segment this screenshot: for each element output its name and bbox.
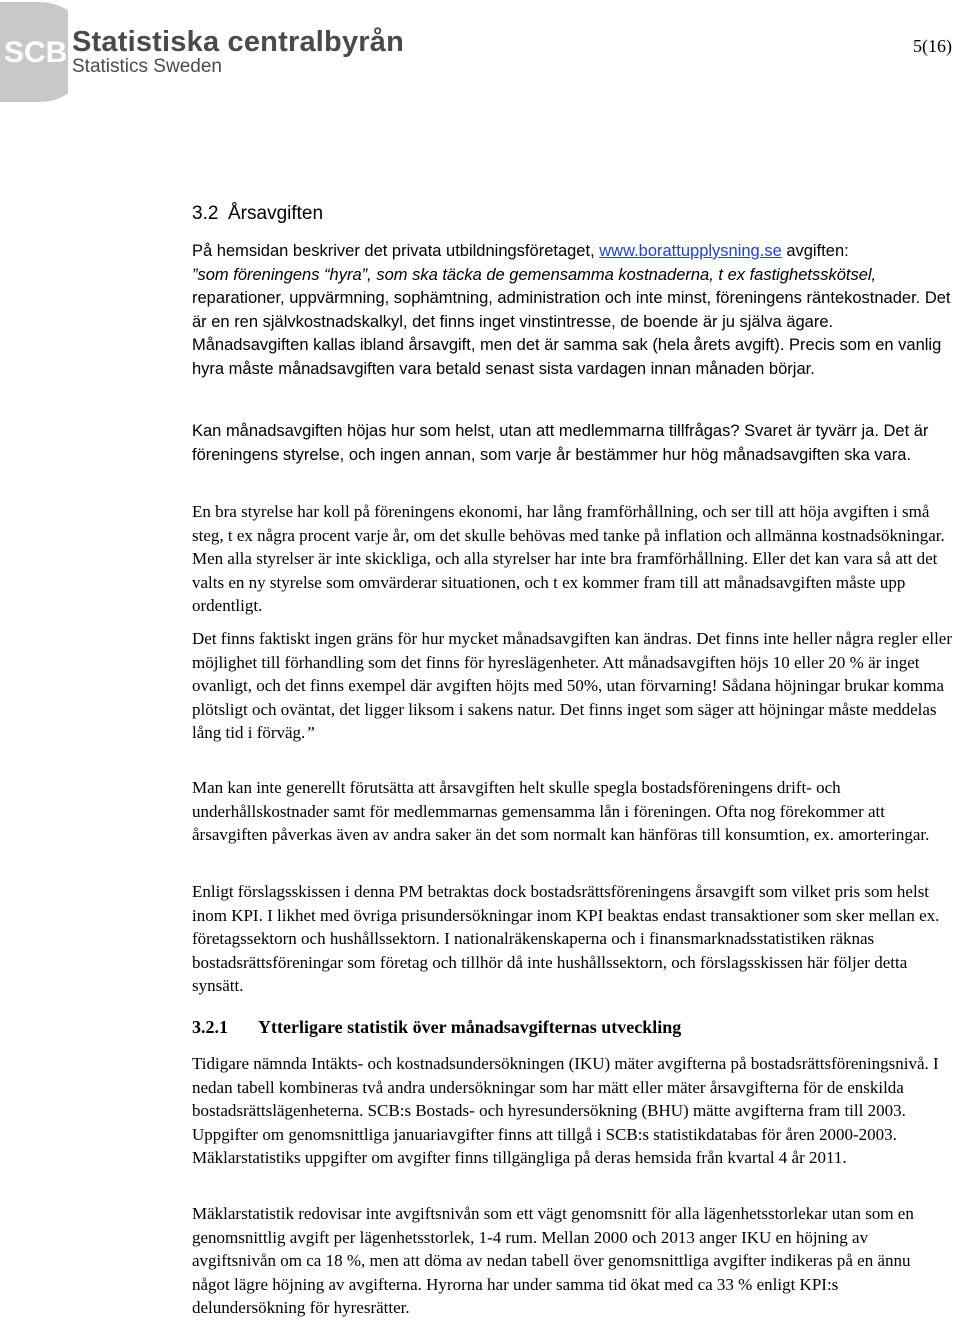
org-name-en: Statistics Sweden (72, 56, 222, 77)
scb-logo-mark (0, 2, 68, 102)
subsection-number: 3.2.1 (192, 1017, 228, 1037)
org-name: Statistiska centralbyrån (72, 26, 404, 58)
logo-mark-text: SCB (4, 36, 68, 69)
paragraph-4-text: Det finns faktiskt ingen gräns för hur mycket månadsavgiften kan ändras. Det finns inte heller några regler eller möjlighet till förhandling som det finns för hyreslägenheter. Att månadsavgiften höjs 10 eller 20 % är inget ovanligt, och det finns exempel där avgiften höjts med 50%, utan förvarning! Sådana höjningar brukar komma plötsligt och oväntat, det ligger liksom i sakens natur. Det finns inget som säger att höjningar måste meddelas lång tid i förväg. (192, 629, 953, 742)
paragraph-3: En bra styrelse har koll på föreningens ekonomi, har lång framförhållning, och ser till att höja avgiften i små steg, t ex några procent varje år, om det skulle behövas med tanke på inflation och allmänna kostnadsökningar. Men alla styrelser är inte skickliga, och alla styrelser har inte bra framförhållning. Eller det kan vara så att det valts en ny styrelse som omvärderar situationen, och t ex kommer fram till att månadsavgiften måste upp ordentligt. (192, 502, 945, 615)
subsection-title: Ytterligare statistik över månadsavgifternas utveckling (258, 1017, 682, 1037)
subsection-paragraph-2: Mäklarstatistik redovisar inte avgiftsnivån som ett vägt genomsnitt för alla lägenhetsstorlekar utan som en genomsnittlig avgift per lägenhetsstorlek, 1-4 rum. Mellan 2000 och 2013 anger IKU en höjning av avgiftsnivån om ca 18 %, men att döma av nedan tabell över genomsnittliga avgifter indikeras på en ännu något lägre höjning av avgifterna. Hyrorna har under samma tid ökat med ca 33 % enligt KPI:s delundersökning för hyresrätter. (192, 1204, 914, 1317)
section-number: 3.2 (192, 203, 219, 224)
paragraph-quote-italic: ”som föreningens “hyra”, som ska täcka de gemensamma kostnaderna, t ex fastighetsskötsel, (192, 265, 877, 284)
section-heading (192, 203, 323, 225)
section-title: Årsavgiften (228, 203, 324, 224)
borattupplysning-link[interactable]: www.borattupplysning.se (599, 242, 782, 260)
page-number: 5(16) (913, 36, 952, 56)
paragraph-quote-intro: På hemsidan beskriver det privata utbildningsföretaget, (192, 242, 600, 260)
paragraph-4 (192, 627, 952, 745)
subsection-paragraph-1: Tidigare nämnda Intäkts- och kostnadsundersökningen (IKU) mäter avgifterna på bostadsrättsföreningsnivå. I nedan tabell kombineras två andra undersökningar som har mätt eller mäter årsavgifterna för de enskilda bostadsrättslägenheterna. SCB:s Bostads- och hyresundersökning (BHU) mätte avgifterna fram till 2003. Uppgifter om genomsnittliga januariavgifter finns att tillgå i SCB:s statistikdatabas för åren 2000-2003. Mäklarstatistiks uppgifter om avgifter finns tillgängliga på deras hemsida från kvartal 4 år 2011. (192, 1054, 939, 1167)
paragraph-quote-rest: reparationer, uppvärmning, sophämtning, administration och inte minst, föreningens räntekostnader. Det är en ren självkostnadskalkyl, det finns inget vinstintresse, de boende är ju själva ägare. Månadsavgiften kallas ibland årsavgift, men det är samma sak (hela årets avgift). Precis som en vanlig hyra måste månadsavgiften vara betald senast sista vardagen innan månaden börjar. (192, 289, 951, 378)
paragraph-2: Kan månadsavgiften höjas hur som helst, utan att medlemmarna tillfrågas? Svaret är tyvärr ja. Det är föreningens styrelse, och ingen annan, som varje år bestämmer hur hög månadsavgiften ska vara. (192, 422, 929, 464)
paragraph-quote (192, 240, 952, 381)
subsection-heading (192, 1017, 681, 1038)
paragraph-5: Man kan inte generellt förutsätta att årsavgiften helt skulle spegla bostadsföreningens drift- och underhållskostnader samt för medlemmarnas gemensamma lån i föreningen. Ofta nog förekommer att årsavgiften påverkas även av andra saker än det som normalt kan hänföras till konsumtion, ex. amorteringar. (192, 778, 930, 844)
paragraph-4-close-quote: ” (305, 723, 315, 742)
scb-logo (0, 0, 420, 105)
paragraph-quote-intro-end: avgiften: (781, 242, 849, 260)
paragraph-6: Enligt förslagsskissen i denna PM betraktas dock bostadsrättsföreningens årsavgift som vilket pris som helst inom KPI. I likhet med övriga prisundersökningar inom KPI beaktas endast transaktioner som sker mellan ex. företagssektorn och hushållssektorn. I nationalräkenskaperna och i finansmarknadsstatistiken räknas bostadsrättsföreningar som företag och tillhör då inte hushållssektorn, och förslagsskissen här följer detta synsätt. (192, 882, 940, 995)
